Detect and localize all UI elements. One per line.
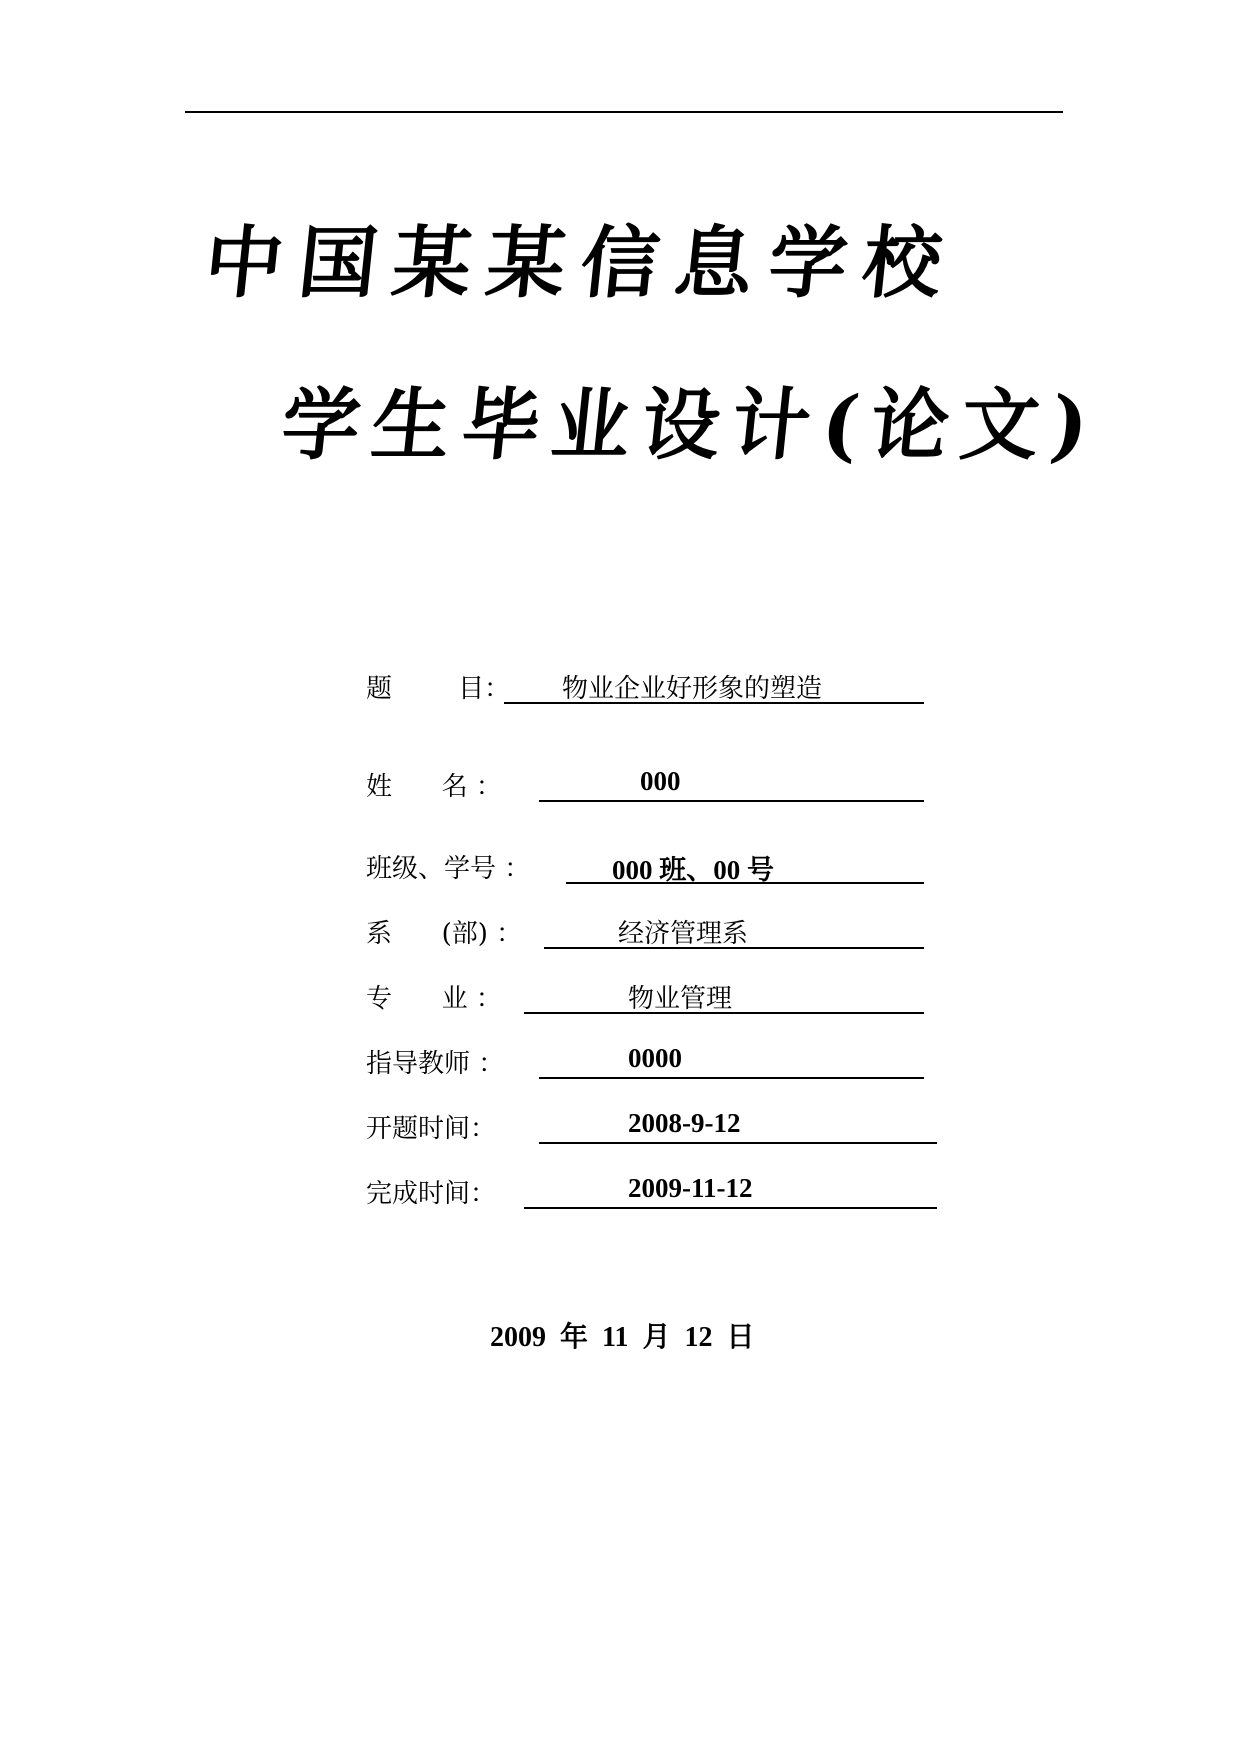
field-finish-time-value: 2009-11-12: [628, 1173, 753, 1203]
field-advisor: [366, 1043, 946, 1083]
field-advisor-underline: [539, 1043, 924, 1079]
school-title: 中国某某信息学校: [200, 218, 962, 309]
field-advisor-label: 指导教师 ：: [366, 1049, 505, 1079]
signing-date: 2009 年 11 月 12 日: [490, 1322, 755, 1353]
field-department-value: 经济管理系: [618, 919, 749, 949]
field-major: [366, 978, 946, 1018]
field-start-time-label: 开题时间：: [366, 1114, 497, 1144]
field-name-label: 姓 名 ：: [366, 772, 502, 802]
field-class-id-label: 班级、学号 ：: [366, 854, 531, 884]
field-department: [366, 913, 946, 953]
field-topic: [366, 668, 946, 708]
field-advisor-value: 0000: [628, 1043, 682, 1073]
header-rule: [185, 111, 1063, 113]
field-name-value: 000: [640, 766, 681, 796]
field-name-underline: [539, 766, 924, 802]
field-major-label: 专 业 ：: [366, 984, 502, 1014]
field-class-id: [366, 848, 946, 888]
field-start-time-value: 2008-9-12: [628, 1108, 741, 1138]
thesis-title: 学生毕业设计(论文): [277, 380, 1105, 471]
field-name: [366, 766, 946, 806]
field-topic-value: 物业企业好形象的塑造: [562, 674, 823, 704]
field-topic-label: 题 目：: [366, 674, 511, 704]
field-class-id-value: 000 班、00 号: [612, 855, 774, 885]
field-start-time: [366, 1108, 946, 1148]
field-finish-time-label: 完成时间：: [366, 1179, 497, 1209]
field-department-label: 系 (部) ：: [366, 919, 523, 949]
field-major-value: 物业管理: [628, 984, 733, 1014]
field-finish-time: [366, 1173, 946, 1213]
